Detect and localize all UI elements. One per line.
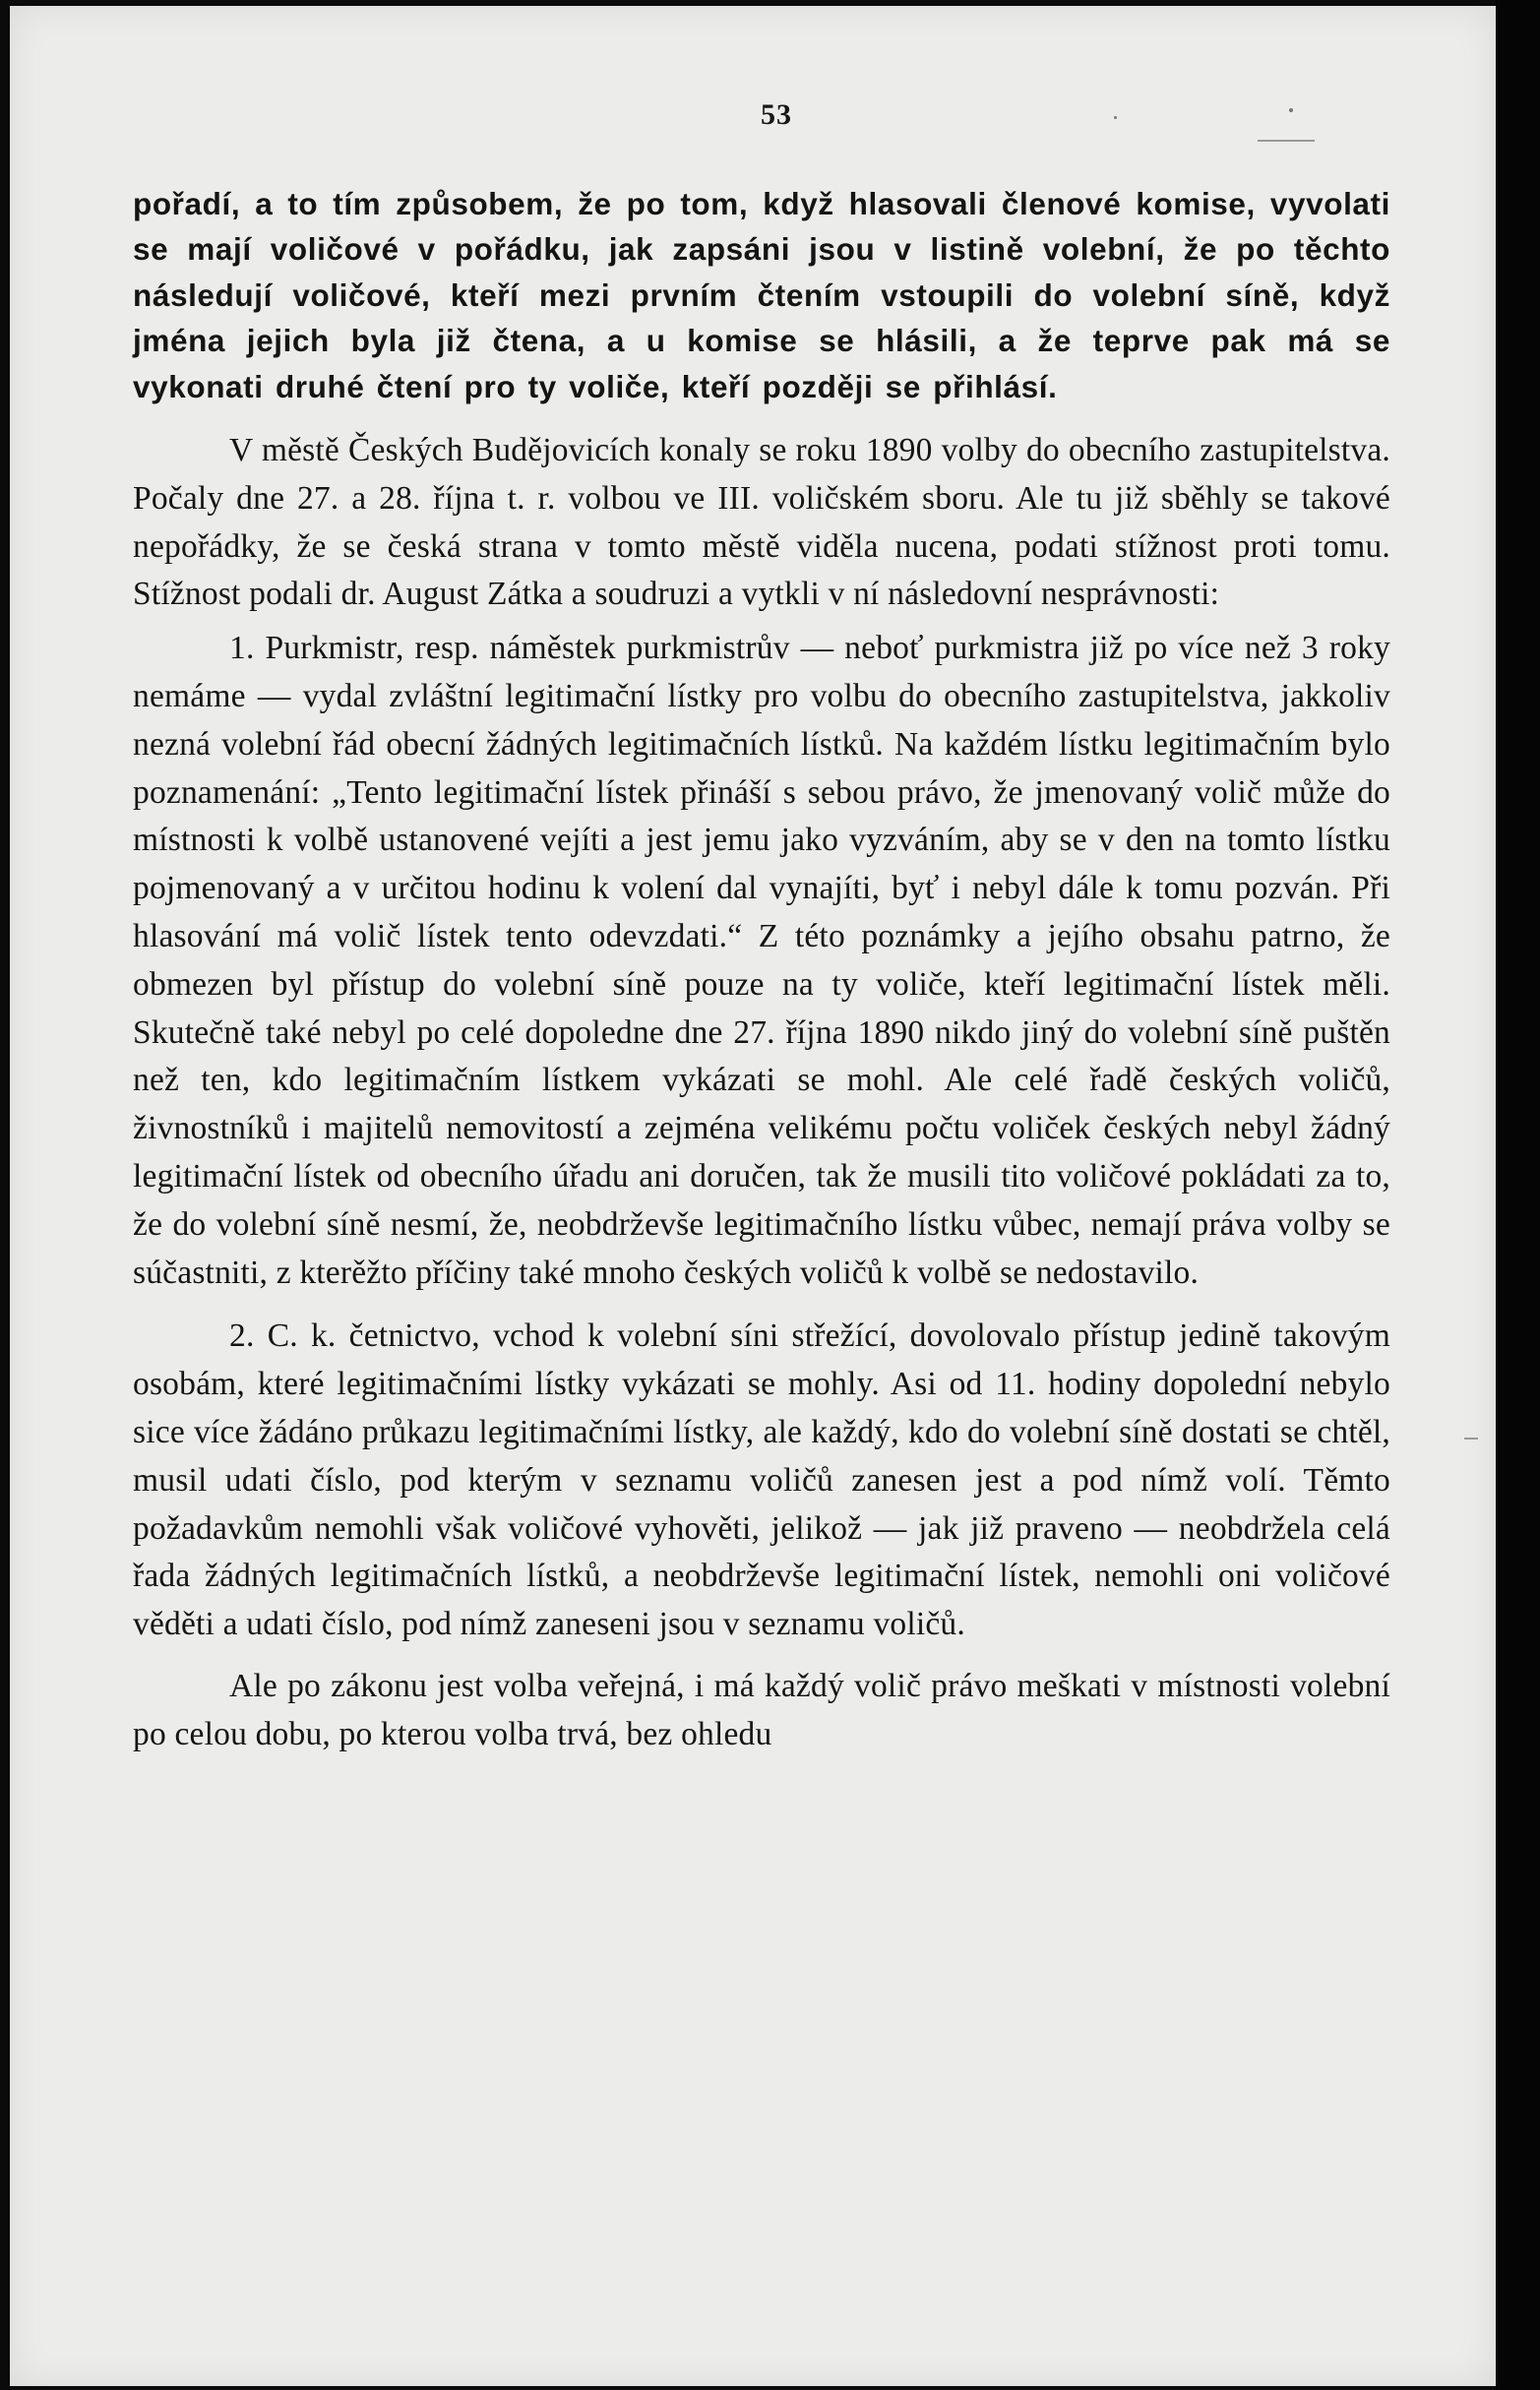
- paragraph: V městě Českých Budějovicích konaly se roku 1890 volby do obecního zastupitelstva. Počaly dne 27. a 28. října t. r. volbou ve III. voličském sboru. Ale tu již sběhly se takové nepořádky, že se česká strana v tomto městě viděla nucena, podati stížnost proti tomu. Stížnost podali dr. August Zátka a soudruzi a vytkli v ní následovní nesprávnosti:: [133, 432, 1390, 613]
- print-speck: [1289, 108, 1293, 112]
- page-body: [133, 181, 1390, 1759]
- paragraph: pořadí, a to tím způsobem, že po tom, když hlasovali členové komise, vyvolati se mají voličové v pořádku, jak zapsáni jsou v listině volební, že po těchto následují voličové, kteří mezi prvním čtením vstoupili do volební síně, když jména jejich byla již čtena, a u komise se hlásili, a že teprve pak má se vykonati druhé čtení pro ty voliče, kteří později se přihlásí.: [133, 186, 1390, 404]
- print-mark: [1258, 140, 1315, 142]
- print-speck: [1114, 116, 1117, 119]
- scan-border: [1496, 0, 1540, 2390]
- paragraph: Ale po zákonu jest volba veřejná, i má každý volič právo meškati v místnosti volební po celou dobu, po kterou volba trvá, bez ohledu: [133, 1667, 1390, 1752]
- paragraph: 1. Purkmistr, resp. náměstek purkmistrův — neboť purkmistra již po více než 3 roky nemáme — vydal zvláštní legitimační lístky pro volbu do obecního zastupitelstva, jakkoliv nezná volební řád obecní žádných legitimačních lístků. Na každém lístku legitimačním bylo poznamenání: „Tento legitimační lístek přináší s sebou právo, že jmenovaný volič může do místnosti k volbě ustanovené vejíti a jest jemu jako vyzváním, aby se v den na tomto lístku pojmenovaný a v určitou hodinu k volení dal vynajíti, byť i nebyl dále k tomu pozván. Při hlasování má volič lístek tento odevzdati.“ Z této poznámky a jejího obsahu patrno, že obmezen byl přístup do volební síně pouze na ty voliče, kteří legitimační lístek měli. Skutečně také nebyl po celé dopoledne dne 27. října 1890 nikdo jiný do volební síně puštěn než ten, kdo legitimačním lístkem vykázati se mohl. Ale celé řadě českých voličů, živnostníků i majitelů nemovitostí a zejména velikému počtu voliček českých nebyl žádný legitimační lístek od obecního úřadu ani doručen, tak že musili tito voličové pokládati za to, že do volební síně nesmí, že, neobdrževše legitimačního lístku vůbec, nemají práva volby se súčastniti, z kterěžto příčiny také mnoho českých voličů k volbě se nedostavilo.: [133, 630, 1390, 1291]
- page-number: 53: [761, 98, 792, 131]
- paragraph: 2. C. k. četnictvo, vchod k volební síni střežící, dovolovalo přístup jedině takovým osobám, které legitimačními lístky vykázati se mohly. Asi od 11. hodiny dopolední nebylo sice více žádáno průkazu legitimačními lístky, ale každý, kdo do volební síně dostati se chtěl, musil udati číslo, pod kterým v seznamu voličů zanesen jest a pod nímž volí. Těmto požadavkům nemohli však voličové vyhověti, jelikož — jak již praveno — neobdržela celá řada žádných legitimačních lístků, a neobdrževše legitimační lístek, nemohli oni voličové věděti a udati číslo, pod nímž zaneseni jsou v seznamu voličů.: [133, 1318, 1390, 1643]
- book-page: [10, 6, 1496, 2386]
- print-mark: [1464, 1438, 1478, 1440]
